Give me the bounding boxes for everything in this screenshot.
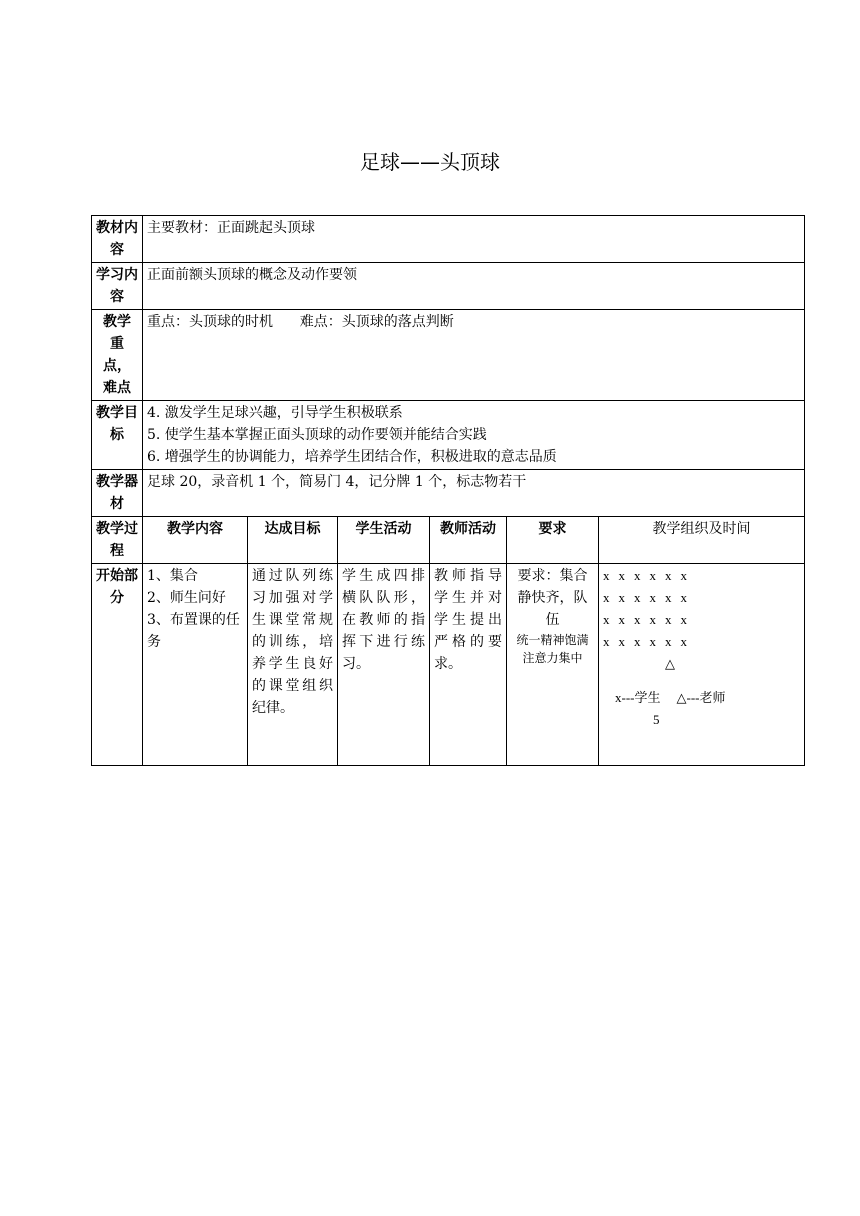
row-goals (92, 401, 805, 470)
start-student: 学生成四排横队队形，在教师的指挥下进行练习。 (338, 564, 430, 766)
start-formation (599, 564, 805, 766)
goal-item: 4. 激发学生足球兴趣，引导学生积极联系 (147, 405, 403, 421)
header-teacher: 教师活动 (430, 517, 507, 564)
start-requirement: 要求：集合静快齐，队伍 统一精神饱满注意力集中 (507, 564, 599, 766)
teacher-triangle-icon: △ (665, 656, 675, 671)
value-goals (143, 401, 805, 470)
formation-legend: x---学生 △---老师 (615, 690, 726, 705)
row-material (92, 216, 805, 263)
lesson-plan-table (91, 215, 805, 766)
row-process-header (92, 517, 805, 564)
label-material: 教材内容 (92, 216, 143, 263)
start-content: 1、集合 2、师生问好 3、布置课的任务 (143, 564, 248, 766)
header-organization: 教学组织及时间 (599, 517, 805, 564)
label-keypoints: 教学 重 点， 难点 (92, 310, 143, 401)
row-keypoints (92, 310, 805, 401)
label-process: 教学过程 (92, 517, 143, 564)
label-content: 学习内容 (92, 263, 143, 310)
page-title: 足球——头顶球 (360, 150, 500, 174)
header-content: 教学内容 (143, 517, 248, 564)
row-start (92, 564, 805, 766)
goal-item: 6. 增强学生的协调能力，培养学生团结合作，积极进取的意志品质 (147, 449, 557, 465)
formation-row: xxxxxx (603, 590, 696, 605)
formation-row: xxxxxx (603, 634, 696, 649)
row-equipment (92, 470, 805, 517)
header-student: 学生活动 (338, 517, 430, 564)
start-goal: 通过队列练习加强对学生课堂常规的训练，培养学生良好的课堂组织纪律。 (248, 564, 338, 766)
label-start: 开始部分 (92, 564, 143, 766)
row-content (92, 263, 805, 310)
label-goals: 教学目标 (92, 401, 143, 470)
formation-row: xxxxxx (603, 568, 696, 583)
value-keypoints: 重点：头顶球的时机 难点：头顶球的落点判断 (143, 310, 805, 401)
header-goal: 达成目标 (248, 517, 338, 564)
formation-row: xxxxxx (603, 612, 696, 627)
value-equipment: 足球 20，录音机 1 个，简易门 4，记分牌 1 个，标志物若干 (143, 470, 805, 517)
time-minutes: 5 (653, 712, 660, 727)
label-equipment: 教学器材 (92, 470, 143, 517)
goal-item: 5. 使学生基本掌握正面头顶球的动作要领并能结合实践 (147, 427, 487, 443)
start-teacher: 教师指导学生并对学生提出严格的要求。 (430, 564, 507, 766)
value-content: 正面前额头顶球的概念及动作要领 (143, 263, 805, 310)
value-material: 主要教材：正面跳起头顶球 (143, 216, 805, 263)
header-requirement: 要求 (507, 517, 599, 564)
